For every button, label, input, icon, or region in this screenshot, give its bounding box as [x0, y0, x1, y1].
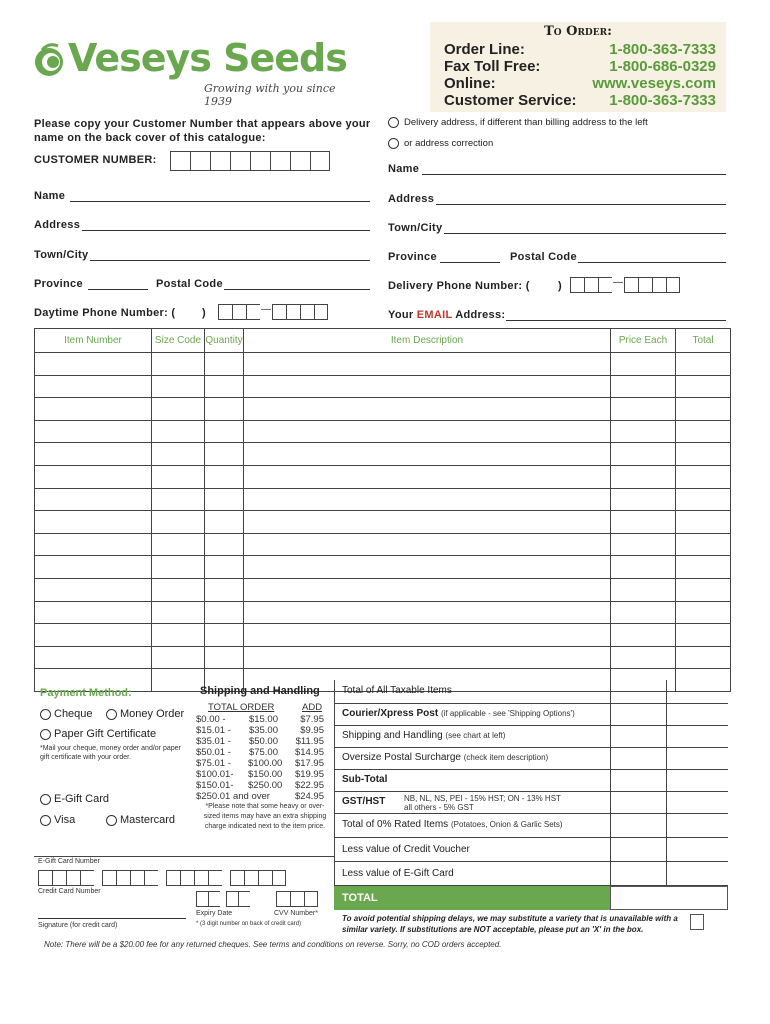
- summary-value-column: [610, 680, 611, 886]
- summary-subtotal: Sub-Total: [334, 770, 728, 792]
- item-cell[interactable]: [35, 646, 152, 669]
- item-cell[interactable]: [244, 511, 611, 534]
- shipping-row-from: $100.01-: [196, 769, 234, 780]
- shipping-row-add: $17.95: [294, 758, 324, 769]
- delivery-name-label: Name: [388, 163, 420, 175]
- item-cell[interactable]: [244, 375, 611, 398]
- order-box-title: To Order:: [544, 24, 612, 39]
- shipping-row-from: $75.01 -: [196, 758, 231, 769]
- card-area-top-line: [34, 856, 334, 857]
- total-label: TOTAL: [342, 892, 378, 904]
- billing-address-label: Address: [34, 219, 81, 231]
- item-cell[interactable]: [205, 488, 244, 511]
- col-price-each: Price Each: [611, 329, 676, 353]
- shipping-title: Shipping and Handling: [200, 685, 320, 697]
- item-cell[interactable]: [205, 556, 244, 579]
- money-order-label: Money Order: [120, 708, 185, 720]
- shipping-note: *Please note that some heavy or over-sized items may have an extra shipping charge indicated next to the item price.: [203, 803, 327, 830]
- mastercard-label: Mastercard: [120, 814, 176, 826]
- substitution-checkbox[interactable]: [690, 914, 704, 930]
- shipping-col-add: ADD: [302, 702, 323, 713]
- item-cell[interactable]: [611, 420, 676, 443]
- delivery-name-field[interactable]: [422, 174, 726, 175]
- cvv-label: CVV Number*: [274, 910, 318, 917]
- delivery-province-label: Province: [388, 251, 437, 263]
- table-row: [35, 465, 731, 488]
- money-order-radio[interactable]: [106, 709, 117, 720]
- col-total: Total: [676, 329, 731, 353]
- credit-number-field[interactable]: [196, 891, 318, 907]
- delivery-town-label: Town/City: [388, 222, 443, 234]
- cheque-radio[interactable]: [40, 709, 51, 720]
- item-cell[interactable]: [205, 578, 244, 601]
- delivery-phone-close: ): [558, 280, 562, 292]
- item-cell[interactable]: [35, 443, 152, 466]
- col-description: Item Description: [244, 329, 611, 353]
- item-cell[interactable]: [244, 533, 611, 556]
- item-cell[interactable]: [676, 601, 731, 624]
- online-value[interactable]: www.veseys.com: [592, 75, 716, 92]
- shipping-row-from: $15.01 -: [196, 725, 231, 736]
- table-row: [35, 511, 731, 534]
- table-row: [35, 556, 731, 579]
- item-cell[interactable]: [152, 353, 205, 376]
- item-cell[interactable]: [611, 465, 676, 488]
- item-cell[interactable]: [205, 398, 244, 421]
- col-item-number: Item Number: [35, 329, 152, 353]
- item-cell[interactable]: [244, 398, 611, 421]
- item-cell[interactable]: [35, 375, 152, 398]
- item-cell[interactable]: [676, 646, 731, 669]
- item-cell[interactable]: [152, 578, 205, 601]
- item-cell[interactable]: [205, 353, 244, 376]
- items-table: [34, 328, 731, 692]
- item-cell[interactable]: [35, 488, 152, 511]
- item-cell[interactable]: [152, 511, 205, 534]
- correction-option-label: or address correction: [404, 138, 494, 149]
- table-row: [35, 488, 731, 511]
- table-row: [35, 533, 731, 556]
- item-cell[interactable]: [244, 488, 611, 511]
- brand-name: Veseys Seeds: [68, 36, 347, 80]
- summary-egift: Less value of E-Gift Card: [334, 862, 728, 886]
- table-row: [35, 601, 731, 624]
- item-cell[interactable]: [35, 353, 152, 376]
- egift-radio[interactable]: [40, 794, 51, 805]
- delivery-phone-field[interactable]: —: [570, 277, 680, 293]
- item-cell[interactable]: [152, 624, 205, 647]
- billing-town-field[interactable]: [90, 260, 370, 261]
- table-row: [35, 375, 731, 398]
- egift-label: E-Gift Card: [54, 793, 110, 805]
- table-row: [35, 420, 731, 443]
- item-cell[interactable]: [676, 375, 731, 398]
- delivery-postal-field[interactable]: [578, 262, 726, 263]
- shipping-row-to: $75.00: [248, 747, 278, 758]
- item-cell[interactable]: [611, 353, 676, 376]
- seed-logo-icon: [32, 42, 66, 80]
- mastercard-radio[interactable]: [106, 815, 117, 826]
- delivery-option-label: Delivery address, if different than billing address to the left: [404, 117, 648, 128]
- items-header-row: [35, 329, 731, 353]
- item-cell[interactable]: [676, 533, 731, 556]
- table-row: [35, 624, 731, 647]
- paper-gift-radio[interactable]: [40, 729, 51, 740]
- item-cell[interactable]: [676, 465, 731, 488]
- item-cell[interactable]: [611, 624, 676, 647]
- item-cell[interactable]: [35, 624, 152, 647]
- item-cell[interactable]: [244, 646, 611, 669]
- table-row: [35, 443, 731, 466]
- shipping-table: [190, 682, 334, 836]
- summary-oversize: Oversize Postal Surcharge (check item description): [334, 748, 728, 770]
- address-correction-radio[interactable]: [388, 138, 399, 149]
- egift-number-field[interactable]: [38, 870, 286, 886]
- email-field[interactable]: [506, 320, 726, 321]
- online-label: Online:: [444, 75, 496, 92]
- delivery-province-field[interactable]: [440, 262, 500, 263]
- expiry-label: Expiry Date: [196, 910, 233, 917]
- shipping-row-to: $50.00: [248, 736, 278, 747]
- billing-postal-label: Postal Code: [156, 278, 223, 290]
- shipping-row-add: $22.95: [294, 780, 324, 791]
- item-cell[interactable]: [611, 488, 676, 511]
- shipping-row-to: $15.00: [248, 714, 278, 725]
- cvv-note: * (3 digit number on back of credit card): [196, 921, 302, 927]
- shipping-row-add: $7.95: [300, 714, 324, 725]
- summary-shipping: Shipping and Handling (see chart at left): [334, 726, 728, 748]
- item-cell[interactable]: [611, 578, 676, 601]
- item-cell[interactable]: [35, 556, 152, 579]
- item-cell[interactable]: [676, 578, 731, 601]
- item-cell[interactable]: [205, 465, 244, 488]
- delivery-postal-label: Postal Code: [510, 251, 577, 263]
- item-cell[interactable]: [152, 375, 205, 398]
- shipping-row-to: $150.00: [248, 769, 283, 780]
- visa-radio[interactable]: [40, 815, 51, 826]
- item-cell[interactable]: [35, 601, 152, 624]
- billing-phone-field[interactable]: —: [218, 304, 328, 320]
- shipping-row-to: $35.00: [248, 725, 278, 736]
- item-cell[interactable]: [35, 533, 152, 556]
- order-line-value: 1-800-363-7333: [609, 41, 716, 58]
- item-cell[interactable]: [676, 398, 731, 421]
- item-cell[interactable]: [244, 353, 611, 376]
- delivery-phone-label: Delivery Phone Number: (: [388, 280, 530, 292]
- order-line-label: Order Line:: [444, 41, 525, 58]
- logo: [32, 36, 362, 108]
- item-cell[interactable]: [152, 556, 205, 579]
- billing-town-label: Town/City: [34, 249, 89, 261]
- email-label: Your EMAIL Address:: [388, 309, 506, 321]
- item-cell[interactable]: [205, 624, 244, 647]
- delivery-address-label: Address: [388, 193, 435, 205]
- item-cell[interactable]: [611, 646, 676, 669]
- customer-number-instruction: Please copy your Customer Number that appears above your name on the back cover of this catalogue:: [34, 118, 371, 144]
- shipping-row-from: $0.00 -: [196, 714, 226, 725]
- item-cell[interactable]: [205, 420, 244, 443]
- item-cell[interactable]: [152, 398, 205, 421]
- item-cell[interactable]: [152, 488, 205, 511]
- summary-value-column-2: [666, 680, 667, 886]
- shipping-col-total-order: TOTAL ORDER: [208, 702, 275, 713]
- shipping-row-add: $24.95: [294, 791, 324, 802]
- delivery-address-radio[interactable]: [388, 117, 399, 128]
- item-cell[interactable]: [35, 398, 152, 421]
- item-cell[interactable]: [35, 578, 152, 601]
- billing-name-label: Name: [34, 190, 66, 202]
- item-cell[interactable]: [244, 556, 611, 579]
- payment-section: [34, 682, 190, 878]
- item-cell[interactable]: [611, 375, 676, 398]
- item-cell[interactable]: [244, 601, 611, 624]
- item-cell[interactable]: [611, 398, 676, 421]
- billing-province-label: Province: [34, 278, 83, 290]
- item-cell[interactable]: [676, 556, 731, 579]
- table-row: [35, 646, 731, 669]
- mail-note: *Mail your cheque, money order and/or paper gift certificate with your order.: [40, 745, 181, 761]
- item-cell[interactable]: [244, 578, 611, 601]
- item-cell[interactable]: [676, 353, 731, 376]
- shipping-row-from: $250.01 and over: [196, 791, 270, 802]
- item-cell[interactable]: [676, 511, 731, 534]
- cheque-label: Cheque: [54, 708, 93, 720]
- visa-label: Visa: [54, 814, 76, 826]
- summary-voucher: Less value of Credit Voucher: [334, 838, 728, 862]
- summary-taxable: Total of All Taxable Items: [334, 680, 728, 704]
- signature-label: Signature (for credit card): [38, 922, 118, 929]
- shipping-row-add: $9.95: [300, 725, 324, 736]
- item-cell[interactable]: [676, 624, 731, 647]
- fax-value: 1-800-686-0329: [609, 58, 716, 75]
- footer-note: Note: There will be a $20.00 fee for any returned cheques. See terms and conditions on reverse. Sorry, no COD orders accepted.: [44, 940, 502, 949]
- summary-gst: GST/HST NB, NL, NS, PEI - 15% HST; ON - 13% HST all others - 5% GST: [334, 792, 728, 814]
- substitution-note: To avoid potential shipping delays, we may substitute a variety that is unavailable with a similar variety. If substitutions are NOT acceptable, please put an 'X' in the box.: [342, 914, 678, 934]
- item-cell[interactable]: [611, 533, 676, 556]
- order-info-box: [430, 22, 726, 112]
- item-cell[interactable]: [676, 488, 731, 511]
- shipping-row-from: $150.01-: [196, 780, 234, 791]
- billing-province-field[interactable]: [88, 289, 148, 290]
- total-value-field[interactable]: [610, 886, 728, 910]
- billing-phone-close: ): [202, 307, 206, 319]
- table-row: [35, 578, 731, 601]
- item-cell[interactable]: [676, 443, 731, 466]
- item-cell[interactable]: [611, 511, 676, 534]
- customer-service-value: 1-800-363-7333: [609, 92, 716, 109]
- shipping-row-to: $100.00: [248, 758, 283, 769]
- item-cell[interactable]: [244, 420, 611, 443]
- brand-tagline: Growing with you since 1939: [204, 82, 336, 108]
- item-cell[interactable]: [152, 465, 205, 488]
- customer-number-field[interactable]: [170, 151, 330, 171]
- delivery-town-field[interactable]: [444, 233, 726, 234]
- item-cell[interactable]: [152, 601, 205, 624]
- billing-phone-label: Daytime Phone Number: (: [34, 307, 176, 319]
- item-cell[interactable]: [35, 511, 152, 534]
- summary-courier: Courier/Xpress Post (if applicable - see 'Shipping Options'): [334, 704, 728, 726]
- item-cell[interactable]: [205, 601, 244, 624]
- item-cell[interactable]: [152, 646, 205, 669]
- table-row: [35, 353, 731, 376]
- table-row: [35, 398, 731, 421]
- item-cell[interactable]: [205, 533, 244, 556]
- customer-number-label: CUSTOMER NUMBER:: [34, 154, 157, 166]
- item-cell[interactable]: [152, 420, 205, 443]
- customer-service-label: Customer Service:: [444, 92, 577, 109]
- col-quantity: Quantity: [205, 329, 244, 353]
- item-cell[interactable]: [205, 375, 244, 398]
- col-size-code: Size Code: [152, 329, 205, 353]
- item-cell[interactable]: [244, 465, 611, 488]
- item-cell[interactable]: [611, 556, 676, 579]
- item-cell[interactable]: [611, 601, 676, 624]
- egift-number-label: E-Gift Card Number: [38, 858, 100, 865]
- delivery-address-field[interactable]: [436, 204, 726, 205]
- item-cell[interactable]: [205, 511, 244, 534]
- shipping-row-from: $35.01 -: [196, 736, 231, 747]
- fax-label: Fax Toll Free:: [444, 58, 541, 75]
- shipping-row-add: $11.95: [295, 736, 324, 747]
- signature-field[interactable]: [38, 918, 186, 919]
- item-cell[interactable]: [205, 646, 244, 669]
- item-cell[interactable]: [35, 420, 152, 443]
- shipping-row-add: $19.95: [294, 769, 324, 780]
- shipping-row-add: $14.95: [294, 747, 324, 758]
- item-cell[interactable]: [152, 443, 205, 466]
- item-cell[interactable]: [244, 443, 611, 466]
- item-cell[interactable]: [205, 443, 244, 466]
- credit-number-label: Credit Card Number: [38, 888, 101, 895]
- paper-gift-label: Paper Gift Certificate: [54, 728, 157, 740]
- item-cell[interactable]: [676, 420, 731, 443]
- payment-title: Payment Method:: [40, 687, 132, 699]
- shipping-row-to: $250.00: [248, 780, 283, 791]
- item-cell[interactable]: [611, 443, 676, 466]
- email-word: EMAIL: [416, 309, 453, 321]
- item-cell[interactable]: [152, 533, 205, 556]
- billing-name-field[interactable]: [70, 201, 370, 202]
- shipping-row-from: $50.01 -: [196, 747, 231, 758]
- item-cell[interactable]: [244, 624, 611, 647]
- summary-zero-rated: Total of 0% Rated Items (Potatoes, Onion & Garlic Sets): [334, 814, 728, 838]
- item-cell[interactable]: [35, 465, 152, 488]
- billing-address-field[interactable]: [82, 230, 370, 231]
- billing-postal-field[interactable]: [224, 289, 370, 290]
